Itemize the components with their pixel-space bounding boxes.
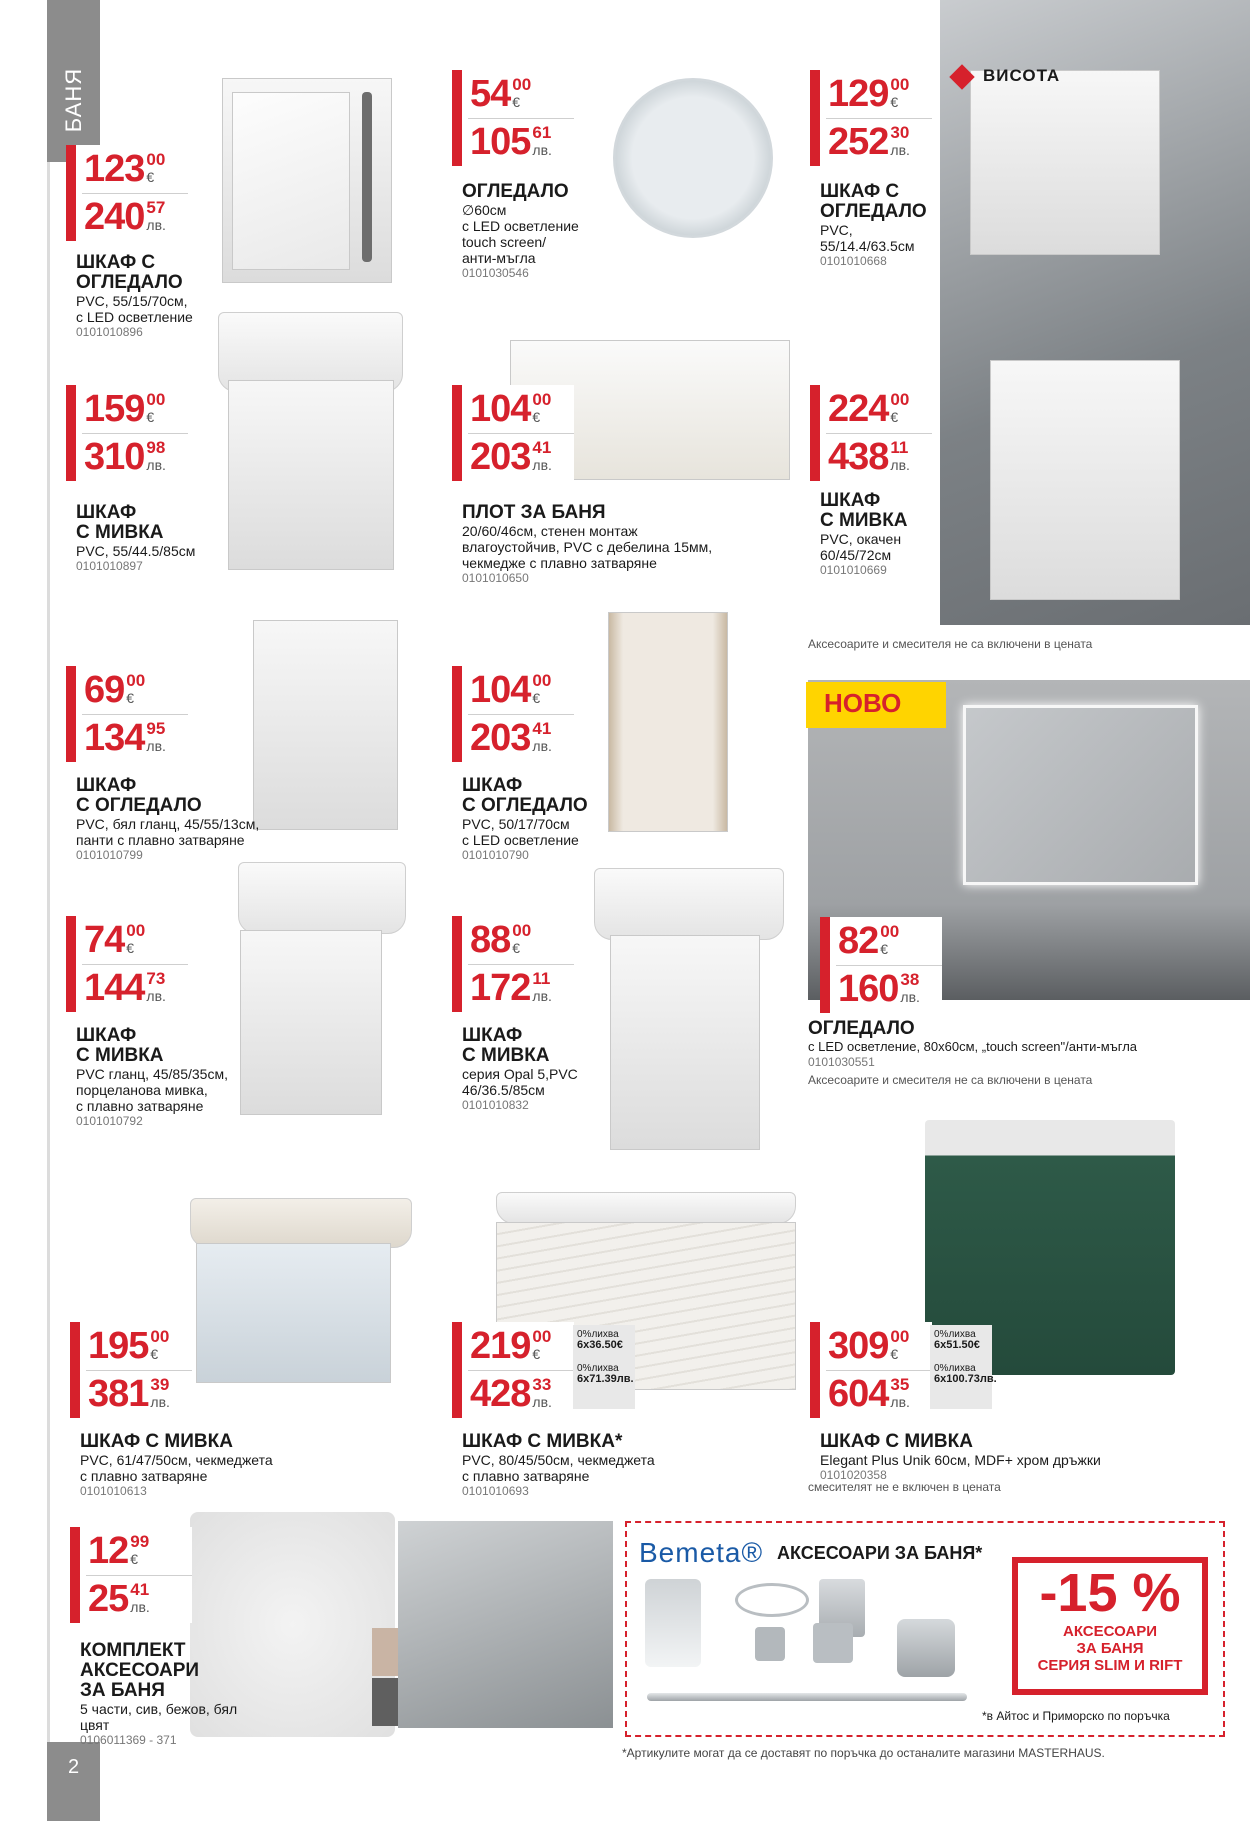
product-card-11 xyxy=(462,916,622,1113)
price-eur-integer: 12 xyxy=(88,1530,129,1572)
price-bgn-integer: 252 xyxy=(828,121,889,163)
product-code: 0101010790 xyxy=(462,848,529,862)
price-eur-integer: 224 xyxy=(828,388,889,430)
hook-image xyxy=(755,1627,785,1661)
currency-bgn: лв. xyxy=(146,457,166,473)
price-eur-integer: 88 xyxy=(470,919,511,961)
currency-bgn: лв. xyxy=(532,988,552,1004)
price-bgn-cents: 38 xyxy=(900,970,920,989)
price-bgn-cents: 11 xyxy=(890,438,909,457)
currency-eur: € xyxy=(890,409,899,425)
price-bgn-integer: 438 xyxy=(828,436,889,478)
leasing-plan: 6x51.50€ xyxy=(934,1339,980,1351)
cabinet-strip xyxy=(362,92,372,262)
mirror-cabinet-glass xyxy=(232,92,350,270)
currency-eur: € xyxy=(146,169,155,185)
currency-bgn: лв. xyxy=(146,217,166,233)
price-bgn-cents: 30 xyxy=(890,123,910,142)
price-bgn-integer: 172 xyxy=(470,967,531,1009)
leasing-rate: 0%лихва xyxy=(577,1363,619,1374)
price-tag xyxy=(76,385,188,481)
double-hook-image xyxy=(813,1623,853,1663)
currency-bgn: лв. xyxy=(532,738,552,754)
product-code: 0101020358 xyxy=(820,1468,887,1482)
product-code: 0101010669 xyxy=(820,563,887,577)
price-eur-cents: 00 xyxy=(880,922,900,941)
discount-value: -15 % xyxy=(1039,1563,1181,1623)
product-description: Elegant Plus Unik 60см, MDF+ хром дръжки xyxy=(820,1452,1101,1468)
product-code: 0101010792 xyxy=(76,1114,143,1128)
price-eur-cents: 00 xyxy=(890,75,910,94)
price-bgn-cents: 57 xyxy=(146,198,166,217)
currency-bgn: лв. xyxy=(890,1394,910,1410)
soap-dispenser-image xyxy=(645,1579,701,1667)
currency-eur: € xyxy=(126,690,135,706)
product-title: ШКАФ С МИВКА xyxy=(820,1431,973,1452)
currency-bgn: лв. xyxy=(146,738,166,754)
product-description: PVC гланц, 45/85/35см, порцеланова мивка, с плавно затваряне xyxy=(76,1066,228,1114)
product-description: 20/60/46см, стенен монтаж влагоустойчив, PVC с дебелина 15мм, чекмедже с плавно затваряне xyxy=(462,523,713,571)
price-tag xyxy=(820,70,932,166)
discount-badge xyxy=(1012,1557,1208,1695)
towel-bar-image xyxy=(647,1693,967,1701)
price-bgn-cents: 98 xyxy=(146,438,166,457)
price-tag xyxy=(76,916,188,1012)
leasing-rate: 0%лихва xyxy=(934,1363,976,1374)
wall-cabinet-image xyxy=(970,70,1160,255)
currency-bgn: лв. xyxy=(150,1394,170,1410)
price-bgn-cents: 61 xyxy=(532,123,552,142)
product-code: 0101010897 xyxy=(76,559,143,573)
currency-eur: € xyxy=(146,409,155,425)
opal-vanity-image xyxy=(610,935,760,1150)
bemeta-promo-box xyxy=(625,1521,1225,1737)
product-description: серия Opal 5,PVC 46/36.5/85см xyxy=(462,1066,578,1098)
price-eur-cents: 00 xyxy=(890,390,910,409)
mixer-note: смесителят не е включен в цената xyxy=(808,1480,1001,1494)
currency-eur: € xyxy=(532,690,541,706)
price-eur-integer: 123 xyxy=(84,148,145,190)
product-description: PVC, бял гланц, 45/55/13см, панти с плавно затваряне xyxy=(76,816,260,848)
product-card-9-text xyxy=(808,1015,1238,1070)
product-code: 0101010896 xyxy=(76,325,143,339)
product-description: ∅60см с LED осветление touch screen/ анти-мъгла xyxy=(462,202,579,266)
price-tag xyxy=(462,916,574,1012)
currency-eur: € xyxy=(532,409,541,425)
currency-eur: € xyxy=(532,1346,541,1362)
brand-visota: ВИСОТА xyxy=(983,66,1061,85)
product-description: PVC, 61/47/50см, чекмеджета с плавно затваряне xyxy=(80,1452,273,1484)
product-title: ШКАФ С МИВКА* xyxy=(462,1431,623,1452)
leasing-plan: 6x71.39лв. xyxy=(577,1373,634,1385)
price-eur-cents: 00 xyxy=(512,921,532,940)
price-tag xyxy=(76,666,188,762)
price-bgn-cents: 39 xyxy=(150,1375,170,1394)
product-title: ШКАФ С МИВКА xyxy=(820,490,908,531)
product-description: 5 части, сив, бежов, бял цвят xyxy=(80,1701,238,1733)
price-eur-integer: 159 xyxy=(84,388,145,430)
product-description: с LED осветление, 80x60см, „touch screen"/анти-мъгла xyxy=(808,1039,1138,1054)
hanging-vanity-image xyxy=(990,360,1180,600)
currency-bgn: лв. xyxy=(900,989,920,1005)
bemeta-footnote: *в Айтос и Приморско по поръчка xyxy=(982,1709,1170,1723)
sink-image xyxy=(190,1198,412,1248)
product-description: PVC, 55/44.5/85см xyxy=(76,543,196,559)
price-bgn-cents: 73 xyxy=(146,969,166,988)
price-eur-cents: 00 xyxy=(532,671,552,690)
product-card-5 xyxy=(462,385,732,586)
currency-bgn: лв. xyxy=(532,142,552,158)
price-eur-cents: 00 xyxy=(146,150,166,169)
price-bgn-integer: 428 xyxy=(470,1373,531,1415)
price-bgn-integer: 105 xyxy=(470,121,531,163)
price-bgn-cents: 11 xyxy=(532,969,551,988)
product-card-12 xyxy=(80,1322,320,1499)
currency-bgn: лв. xyxy=(890,142,910,158)
color-swatch-beige xyxy=(372,1628,398,1676)
leasing-plan: 6x36.50€ xyxy=(577,1339,623,1351)
product-title: ШКАФ С МИВКА xyxy=(76,1025,164,1066)
price-tag xyxy=(462,666,574,762)
new-badge: НОВО xyxy=(806,682,946,728)
product-code: 0101010693 xyxy=(462,1484,529,1498)
price-bgn-integer: 25 xyxy=(88,1578,129,1620)
product-description: PVC, 55/14.4/63.5см xyxy=(820,222,915,254)
product-card-8 xyxy=(462,666,642,863)
product-title: ШКАФ С ОГЛЕДАЛО xyxy=(820,181,927,222)
price-tag xyxy=(80,1527,192,1623)
leasing-plan: 6x100.73лв. xyxy=(934,1373,997,1385)
accessories-note: Аксесоарите и смесителя не са включени в цената xyxy=(808,1073,1093,1087)
product-card-15 xyxy=(80,1527,270,1748)
soap-dish-image xyxy=(735,1583,809,1617)
product-title: ШКАФ С ОГЛЕДАЛО xyxy=(76,252,183,293)
product-description: PVC, 55/15/70см, с LED осветление xyxy=(76,293,193,325)
leasing-rate: 0%лихва xyxy=(934,1329,976,1340)
price-eur-cents: 00 xyxy=(126,671,146,690)
product-card-9 xyxy=(835,917,1240,1013)
price-bgn-integer: 240 xyxy=(84,196,145,238)
currency-bgn: лв. xyxy=(532,457,552,473)
price-eur-integer: 104 xyxy=(470,388,531,430)
product-title: ШКАФ С МИВКА xyxy=(76,502,164,543)
price-eur-integer: 74 xyxy=(84,919,125,961)
price-tag xyxy=(462,70,574,166)
product-title: ОГЛЕДАЛО xyxy=(462,181,569,202)
price-bgn-integer: 381 xyxy=(88,1373,149,1415)
product-code: 0106011369 - 371 xyxy=(80,1733,177,1747)
promo-line-2: ЗА БАНЯ xyxy=(1076,1640,1144,1657)
currency-eur: € xyxy=(890,1346,899,1362)
product-code: 0101010650 xyxy=(462,571,529,585)
product-card-10 xyxy=(76,916,276,1129)
page-number: 2 xyxy=(47,1742,100,1821)
leasing-info xyxy=(930,1325,997,1409)
product-code: 0101030546 xyxy=(462,266,529,280)
product-card-7 xyxy=(76,666,296,863)
product-title: ШКАФ С МИВКА xyxy=(80,1431,233,1452)
product-description: PVC, 80/45/50см, чекмеджета с плавно затваряне xyxy=(462,1452,655,1484)
color-swatch-grey xyxy=(372,1678,398,1726)
side-divider xyxy=(47,162,50,1742)
currency-eur: € xyxy=(512,94,521,110)
product-title: ПЛОТ ЗА БАНЯ xyxy=(462,502,606,523)
price-eur-integer: 309 xyxy=(828,1325,889,1367)
product-description: PVC, окачен 60/45/72см xyxy=(820,531,902,563)
price-eur-integer: 195 xyxy=(88,1325,149,1367)
section-tab: БАНЯ xyxy=(47,0,100,162)
price-bgn-integer: 134 xyxy=(84,717,145,759)
currency-bgn: лв. xyxy=(890,457,910,473)
price-tag xyxy=(830,917,942,1013)
price-eur-cents: 00 xyxy=(146,390,166,409)
price-eur-cents: 99 xyxy=(130,1532,150,1551)
product-card-3 xyxy=(820,70,970,269)
price-eur-cents: 00 xyxy=(150,1327,170,1346)
price-tag xyxy=(820,1322,932,1418)
price-bgn-cents: 41 xyxy=(532,719,552,738)
price-bgn-integer: 144 xyxy=(84,967,145,1009)
price-tag xyxy=(820,385,932,481)
currency-bgn: лв. xyxy=(130,1599,150,1615)
bathroom-accessories-photo xyxy=(398,1521,613,1728)
price-bgn-integer: 310 xyxy=(84,436,145,478)
paper-holder-image xyxy=(897,1619,955,1677)
currency-eur: € xyxy=(890,94,899,110)
product-code: 0101010832 xyxy=(462,1098,529,1112)
price-eur-integer: 54 xyxy=(470,73,511,115)
bemeta-title: АКСЕСОАРИ ЗА БАНЯ* xyxy=(777,1543,983,1563)
sink-image xyxy=(594,868,784,940)
price-bgn-integer: 203 xyxy=(470,436,531,478)
product-code: 0101010613 xyxy=(80,1484,147,1498)
price-bgn-cents: 33 xyxy=(532,1375,552,1394)
currency-bgn: лв. xyxy=(146,988,166,1004)
promo-line-1: АКСЕСОАРИ xyxy=(1063,1623,1157,1640)
led-mirror-image xyxy=(963,705,1198,885)
leasing-info xyxy=(573,1325,635,1409)
round-mirror-image xyxy=(613,78,773,238)
price-eur-cents: 00 xyxy=(532,390,552,409)
product-card-4 xyxy=(76,385,236,574)
price-eur-integer: 82 xyxy=(838,920,879,962)
price-bgn-cents: 41 xyxy=(130,1580,150,1599)
product-title: ОГЛЕДАЛО xyxy=(808,1018,915,1039)
price-bgn-cents: 95 xyxy=(146,719,166,738)
price-bgn-integer: 160 xyxy=(838,968,899,1010)
price-tag xyxy=(80,1322,192,1418)
accessories-note: Аксесоарите и смесителя не са включени в цената xyxy=(808,637,1093,651)
price-tag xyxy=(462,385,574,481)
price-eur-integer: 129 xyxy=(828,73,889,115)
price-bgn-cents: 35 xyxy=(890,1375,910,1394)
price-bgn-integer: 203 xyxy=(470,717,531,759)
product-title: ШКАФ С ОГЛЕДАЛО xyxy=(76,775,202,816)
price-eur-cents: 00 xyxy=(126,921,146,940)
product-description: PVC, 50/17/70см с LED осветление xyxy=(462,816,579,848)
currency-eur: € xyxy=(150,1346,159,1362)
price-tag xyxy=(76,145,188,241)
leasing-rate: 0%лихва xyxy=(577,1329,619,1340)
bemeta-logo: Bemeta® xyxy=(639,1537,764,1568)
product-card-2 xyxy=(462,70,632,281)
vanity-cabinet-image xyxy=(228,380,394,570)
product-card-6 xyxy=(820,385,950,578)
product-card-1 xyxy=(76,145,236,340)
currency-bgn: лв. xyxy=(532,1394,552,1410)
promo-line-3: СЕРИЯ SLIM И RIFT xyxy=(1037,1657,1183,1674)
price-eur-cents: 00 xyxy=(512,75,532,94)
product-code: 0101030551 xyxy=(808,1055,875,1069)
price-bgn-integer: 604 xyxy=(828,1373,889,1415)
currency-eur: € xyxy=(130,1551,139,1567)
currency-eur: € xyxy=(512,940,521,956)
price-tag xyxy=(462,1322,574,1418)
product-code: 0101010668 xyxy=(820,254,887,268)
currency-eur: € xyxy=(126,940,135,956)
product-title: ШКАФ С МИВКА xyxy=(462,1025,550,1066)
price-eur-cents: 00 xyxy=(890,1327,910,1346)
price-bgn-cents: 41 xyxy=(532,438,552,457)
price-eur-integer: 219 xyxy=(470,1325,531,1367)
price-eur-cents: 00 xyxy=(532,1327,552,1346)
price-eur-integer: 104 xyxy=(470,669,531,711)
price-eur-integer: 69 xyxy=(84,669,125,711)
currency-eur: € xyxy=(880,941,889,957)
product-title: КОМПЛЕКТ АКСЕСОАРИ ЗА БАНЯ xyxy=(80,1640,200,1701)
product-code: 0101010799 xyxy=(76,848,143,862)
sink-image xyxy=(496,1192,796,1224)
product-title: ШКАФ С ОГЛЕДАЛО xyxy=(462,775,588,816)
delivery-footnote: *Артикулите могат да се доставят по поръчка до останалите магазини MASTERHAUS. xyxy=(622,1746,1105,1760)
